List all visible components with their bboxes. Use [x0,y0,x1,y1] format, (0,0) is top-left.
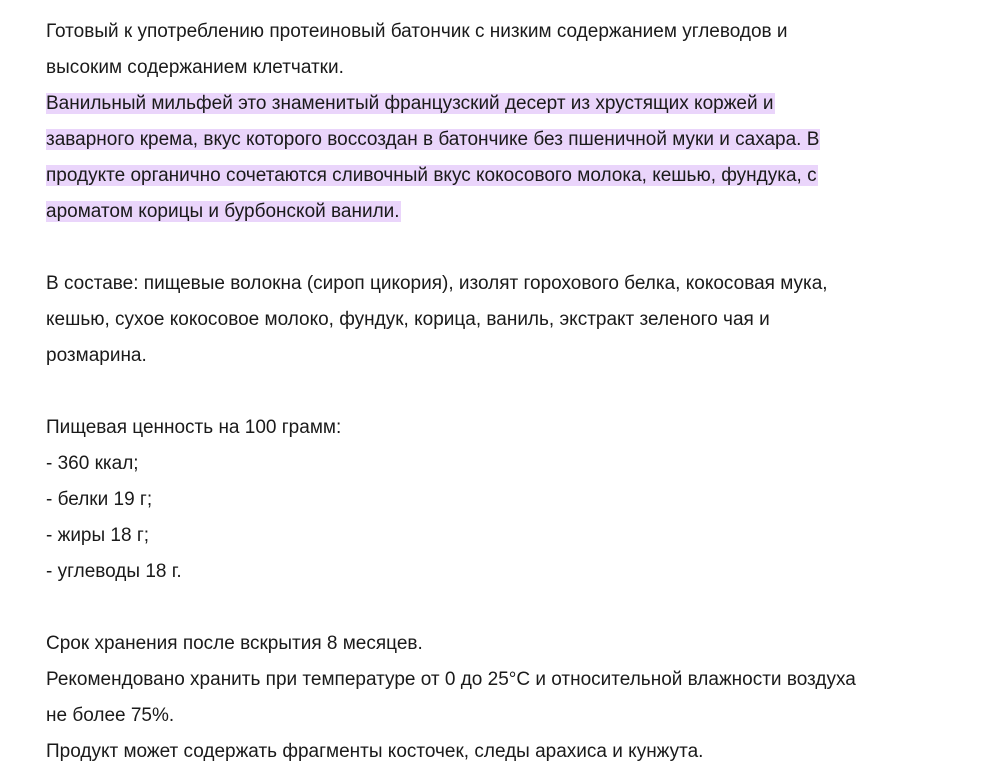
paragraph-spacer [46,374,986,410]
composition-line: розмарина. [46,345,147,366]
composition-line: кешью, сухое кокосовое молоко, фундук, корица, ваниль, экстракт зеленого чая и [46,309,770,330]
nutrition-item: - жиры 18 г; [46,525,150,546]
intro-line: высоким содержанием клетчатки. [46,57,344,78]
text-selection: заварного крема, вкус которого воссоздан в батончике без пшеничной муки и сахара. В [46,129,820,150]
nutrition-item: - 360 ккал; [46,453,139,474]
highlighted-line [46,194,986,230]
text-selection: продукте органично сочетаются сливочный вкус кокосового молока, кешью, фундука, с [46,165,817,186]
composition-paragraph [46,266,986,374]
nutrition-item: - углеводы 18 г. [46,561,182,582]
paragraph-spacer [46,590,986,626]
storage-line: Продукт может содержать фрагменты косточек, следы арахиса и кунжута. [46,741,704,762]
highlighted-line [46,158,986,194]
highlighted-line [46,122,986,158]
highlighted-paragraph [46,86,986,230]
product-description [46,14,986,770]
composition-line: В составе: пищевые волокна (сироп цикория), изолят горохового белка, кокосовая мука, [46,273,828,294]
intro-line: Готовый к употреблению протеиновый батончик с низким содержанием углеводов и [46,21,788,42]
paragraph-spacer [46,230,986,266]
highlighted-line [46,86,986,122]
intro-paragraph [46,14,986,86]
text-selection: ароматом корицы и бурбонской ванили. [46,201,400,222]
storage-paragraph [46,626,986,770]
text-selection: Ванильный мильфей это знаменитый французский десерт из хрустящих коржей и [46,93,774,114]
nutrition-item: - белки 19 г; [46,489,153,510]
nutrition-section [46,410,986,590]
nutrition-heading: Пищевая ценность на 100 грамм: [46,417,342,438]
storage-line: Рекомендовано хранить при температуре от 0 до 25°С и относительной влажности воздуха [46,669,856,690]
storage-line: Срок хранения после вскрытия 8 месяцев. [46,633,423,654]
storage-line: не более 75%. [46,705,175,726]
